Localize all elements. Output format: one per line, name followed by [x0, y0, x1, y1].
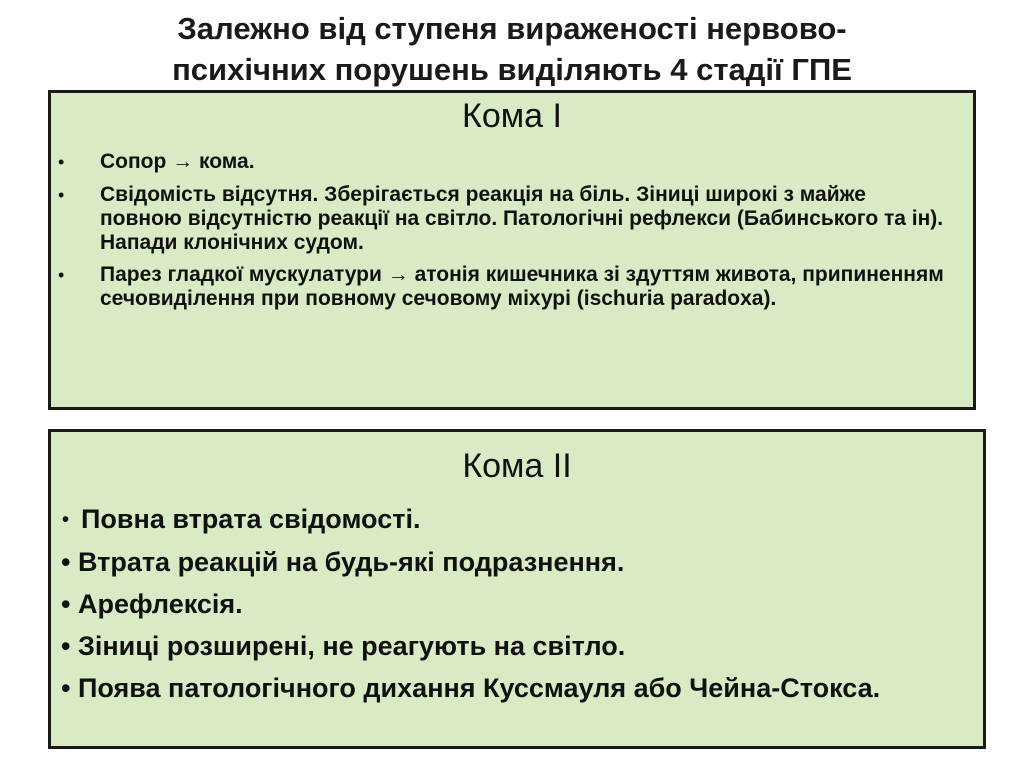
list-item-text: Парез гладкої мускулатури → атонія кишечника зі здуттям живота, припиненням сечовиділення при повному сечовому міхурі (ischuria paradoxa).	[100, 263, 944, 310]
bullet-icon: •	[62, 509, 70, 531]
coma-2-panel	[48, 429, 986, 749]
list-item-text: Сопор → кома.	[100, 150, 255, 173]
list-item	[61, 498, 961, 541]
slide-title	[40, 8, 984, 90]
list-item	[61, 667, 961, 709]
coma-2-heading: Кома ІІ	[462, 447, 572, 485]
list-item	[51, 263, 973, 311]
list-item-text: Свідомість відсутня. Зберігається реакція на біль. Зіниці широкі з майже повною відсутністю реакції на світло. Патологічні рефлекси (Бабинського та ін). Напади клонічних судом.	[100, 183, 944, 254]
bullet-icon: •	[58, 152, 65, 172]
list-item	[51, 150, 973, 174]
list-item	[61, 541, 961, 583]
list-item-text: • Поява патологічного дихання Куссмауля або Чейна-Стокса.	[61, 673, 881, 703]
list-item-text: • Арефлексія.	[61, 589, 243, 619]
list-item	[61, 583, 961, 625]
list-item-text: • Зіниці розширені, не реагують на світло.	[61, 631, 626, 661]
coma-1-list	[51, 150, 973, 319]
list-item-text: Повна втрата свідомості.	[81, 504, 421, 534]
bullet-icon: •	[58, 265, 65, 285]
bullet-icon: •	[58, 185, 65, 205]
slide-title-line-1: Залежно від ступеня вираженості нервово-	[177, 11, 847, 46]
slide-title-line-2: психічних порушень виділяють 4 стадії ГПЕ	[172, 52, 852, 87]
coma-1-heading: Кома І	[462, 97, 562, 135]
coma-1-panel	[48, 90, 976, 410]
list-item	[61, 625, 961, 667]
list-item-text: • Втрата реакцій на будь-які подразнення.	[61, 547, 625, 577]
coma-2-list	[61, 498, 961, 709]
list-item	[51, 183, 973, 255]
